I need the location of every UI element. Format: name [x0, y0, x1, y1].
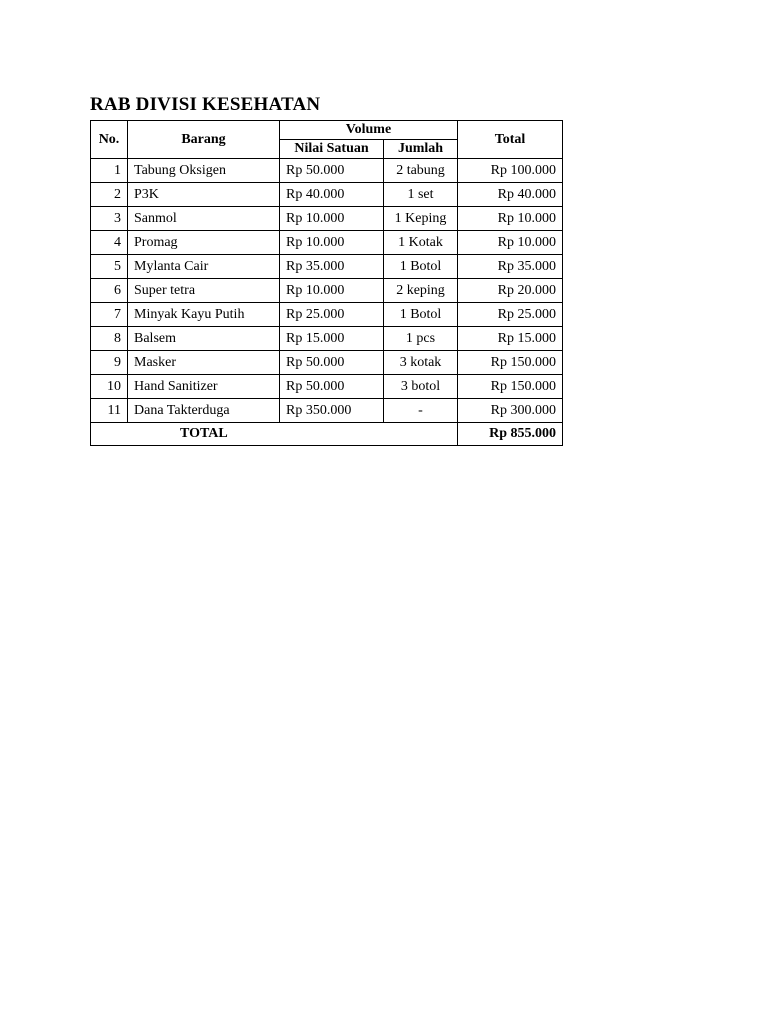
table-row	[91, 303, 563, 327]
cell-nilai-satuan: Rp 50.000	[280, 351, 384, 375]
cell-total: Rp 150.000	[458, 375, 563, 399]
cell-jumlah: 1 Keping	[384, 207, 458, 231]
header-jumlah: Jumlah	[384, 140, 458, 159]
table-row	[91, 231, 563, 255]
cell-total: Rp 300.000	[458, 399, 563, 423]
budget-table	[90, 120, 563, 446]
cell-no: 5	[91, 255, 128, 279]
cell-no: 7	[91, 303, 128, 327]
cell-barang: Promag	[128, 231, 280, 255]
grand-total-value: Rp 855.000	[458, 423, 563, 446]
header-volume: Volume	[280, 121, 458, 140]
cell-jumlah: 1 Kotak	[384, 231, 458, 255]
cell-barang: Balsem	[128, 327, 280, 351]
cell-jumlah: -	[384, 399, 458, 423]
cell-barang: Minyak Kayu Putih	[128, 303, 280, 327]
cell-no: 8	[91, 327, 128, 351]
table-row	[91, 375, 563, 399]
cell-no: 10	[91, 375, 128, 399]
cell-barang: Sanmol	[128, 207, 280, 231]
cell-total: Rp 10.000	[458, 207, 563, 231]
cell-total: Rp 15.000	[458, 327, 563, 351]
grand-total-row	[91, 423, 563, 446]
cell-total: Rp 35.000	[458, 255, 563, 279]
cell-jumlah: 2 tabung	[384, 159, 458, 183]
table-body	[91, 159, 563, 423]
cell-jumlah: 1 Botol	[384, 303, 458, 327]
cell-total: Rp 25.000	[458, 303, 563, 327]
cell-total: Rp 20.000	[458, 279, 563, 303]
cell-no: 2	[91, 183, 128, 207]
cell-no: 1	[91, 159, 128, 183]
header-total: Total	[458, 121, 563, 159]
grand-total-label: TOTAL	[91, 423, 458, 446]
cell-jumlah: 2 keping	[384, 279, 458, 303]
cell-no: 9	[91, 351, 128, 375]
cell-nilai-satuan: Rp 10.000	[280, 207, 384, 231]
table-row	[91, 183, 563, 207]
cell-no: 3	[91, 207, 128, 231]
cell-total: Rp 40.000	[458, 183, 563, 207]
cell-barang: Hand Sanitizer	[128, 375, 280, 399]
table-row	[91, 255, 563, 279]
header-nilai-satuan: Nilai Satuan	[280, 140, 384, 159]
cell-barang: Masker	[128, 351, 280, 375]
table-row	[91, 327, 563, 351]
cell-nilai-satuan: Rp 15.000	[280, 327, 384, 351]
cell-total: Rp 100.000	[458, 159, 563, 183]
cell-jumlah: 3 botol	[384, 375, 458, 399]
cell-nilai-satuan: Rp 50.000	[280, 375, 384, 399]
cell-barang: Dana Takterduga	[128, 399, 280, 423]
header-no: No.	[91, 121, 128, 159]
cell-jumlah: 3 kotak	[384, 351, 458, 375]
cell-no: 4	[91, 231, 128, 255]
cell-nilai-satuan: Rp 50.000	[280, 159, 384, 183]
cell-jumlah: 1 set	[384, 183, 458, 207]
cell-no: 11	[91, 399, 128, 423]
table-row	[91, 399, 563, 423]
cell-total: Rp 10.000	[458, 231, 563, 255]
cell-nilai-satuan: Rp 35.000	[280, 255, 384, 279]
cell-nilai-satuan: Rp 25.000	[280, 303, 384, 327]
cell-jumlah: 1 pcs	[384, 327, 458, 351]
table-row	[91, 351, 563, 375]
cell-jumlah: 1 Botol	[384, 255, 458, 279]
cell-nilai-satuan: Rp 350.000	[280, 399, 384, 423]
cell-nilai-satuan: Rp 10.000	[280, 279, 384, 303]
table-header	[91, 121, 563, 159]
cell-barang: P3K	[128, 183, 280, 207]
table-row	[91, 279, 563, 303]
header-barang: Barang	[128, 121, 280, 159]
cell-nilai-satuan: Rp 40.000	[280, 183, 384, 207]
cell-nilai-satuan: Rp 10.000	[280, 231, 384, 255]
cell-barang: Super tetra	[128, 279, 280, 303]
cell-total: Rp 150.000	[458, 351, 563, 375]
cell-no: 6	[91, 279, 128, 303]
table-row	[91, 159, 563, 183]
cell-barang: Mylanta Cair	[128, 255, 280, 279]
table-row	[91, 207, 563, 231]
cell-barang: Tabung Oksigen	[128, 159, 280, 183]
document-title: RAB DIVISI KESEHATAN	[90, 94, 321, 115]
